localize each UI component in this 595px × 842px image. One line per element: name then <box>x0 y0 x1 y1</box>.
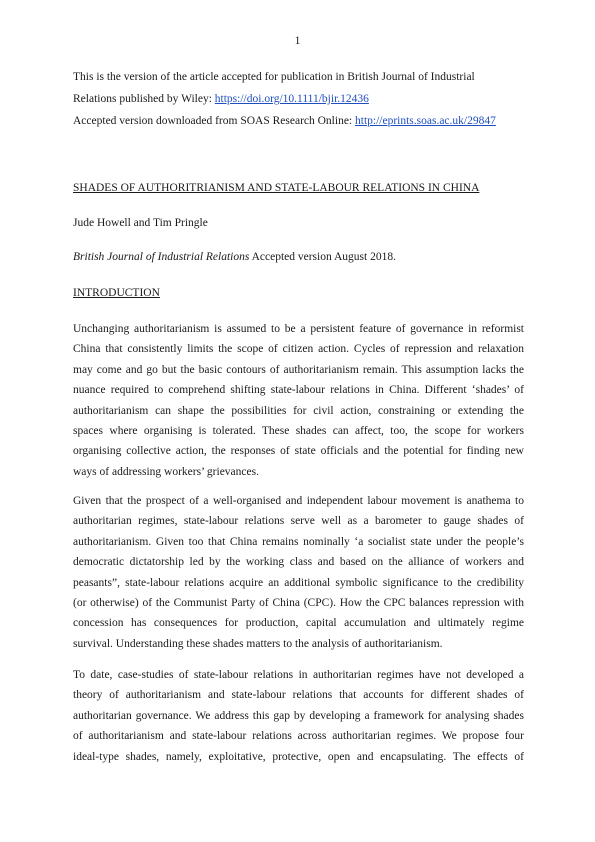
paragraph-line: Unchanging authoritarianism is assumed to be a persistent feature of governance in reformist <box>73 323 524 335</box>
notice-line-2 <box>73 88 533 110</box>
paragraph <box>73 665 524 767</box>
paragraph-line: of authoritarianism and state-labour relations across authoritarian regimes. We propose four <box>73 730 524 743</box>
paragraph-line: ways of addressing workers’ grievances. <box>73 465 259 478</box>
paragraph-line: authoritarianism. Given too that China remains nominally ‘a socialist state under the people’s <box>73 535 524 548</box>
paragraph-line: survival. Understanding these shades matters to the analysis of authoritarianism. <box>73 637 443 650</box>
paragraph-line: concession has consequences for production, capital accumulation and ultimately regime <box>73 617 524 630</box>
section-heading: INTRODUCTION <box>73 287 160 299</box>
paragraph-line: authoritarian governance. We address this gap by developing a framework for analysing shades <box>73 709 524 722</box>
paragraph-line: China that consistently limits the scope of citizen action. Cycles of repression and relaxation <box>73 343 524 356</box>
paragraph-line: democratic dictatorship led by the working class and based on the alliance of workers and <box>73 556 524 569</box>
notice-line-3 <box>73 110 533 132</box>
paragraph-line: peasants”, state-labour relations acquire an additional symbolic significance to the credibility <box>73 576 524 589</box>
notice-line-2-text: Relations published by Wiley: <box>73 93 215 105</box>
journal-name: British Journal of Industrial Relations <box>73 251 250 263</box>
paragraph <box>73 491 524 654</box>
article-title: SHADES OF AUTHORITRIANISM AND STATE-LABOUR RELATIONS IN CHINA <box>73 182 480 194</box>
paragraph-line: ideal-type shades, namely, exploitative, protective, open and encapsulating. The effects of <box>73 750 524 763</box>
paragraph-line: theory of authoritarianism and state-labour relations that accounts for different shades of <box>73 689 524 702</box>
paragraph-line: Given that the prospect of a well-organised and independent labour movement is anathema to <box>73 495 524 507</box>
paragraph <box>73 319 524 482</box>
paragraph-line: organising collective action, the responses of state officials and the potential for finding new <box>73 445 524 458</box>
paragraph-line: may come and go but the basic contours of authoritarianism remain. This assumption lacks the <box>73 363 524 376</box>
soas-link[interactable]: http://eprints.soas.ac.uk/29847 <box>355 115 496 127</box>
notice-line-1: This is the version of the article accepted for publication in British Journal of Industrial <box>73 71 475 83</box>
paragraph-line: spaces where organising is tolerated. These shades can affect, too, the scope for workers <box>73 424 524 437</box>
publication-notice <box>73 66 533 132</box>
notice-line-3-text: Accepted version downloaded from SOAS Research Online: <box>73 115 355 127</box>
paragraph-line: (or otherwise) of the Communist Party of China (CPC). How the CPC balances repression with <box>73 596 524 609</box>
doi-link[interactable]: https://doi.org/10.1111/bjir.12436 <box>214 93 369 105</box>
journal-line <box>73 251 396 263</box>
journal-note: Accepted version August 2018. <box>249 251 396 263</box>
paragraph-line: nuance required to comprehend shifting state-labour relations in China. Different ‘shades’ of <box>73 384 524 397</box>
paragraph-line: authoritarianism can shape the possibilities for civil action, constraining or extending the <box>73 404 524 417</box>
paragraph-line: To date, case-studies of state-labour relations in authoritarian regimes have not developed a <box>73 669 524 681</box>
page-number: 1 <box>294 35 301 47</box>
paragraph-line: authoritarian regimes, state-labour relations serve well as a barometer to gauge shades of <box>73 515 524 528</box>
article-authors: Jude Howell and Tim Pringle <box>73 217 208 229</box>
